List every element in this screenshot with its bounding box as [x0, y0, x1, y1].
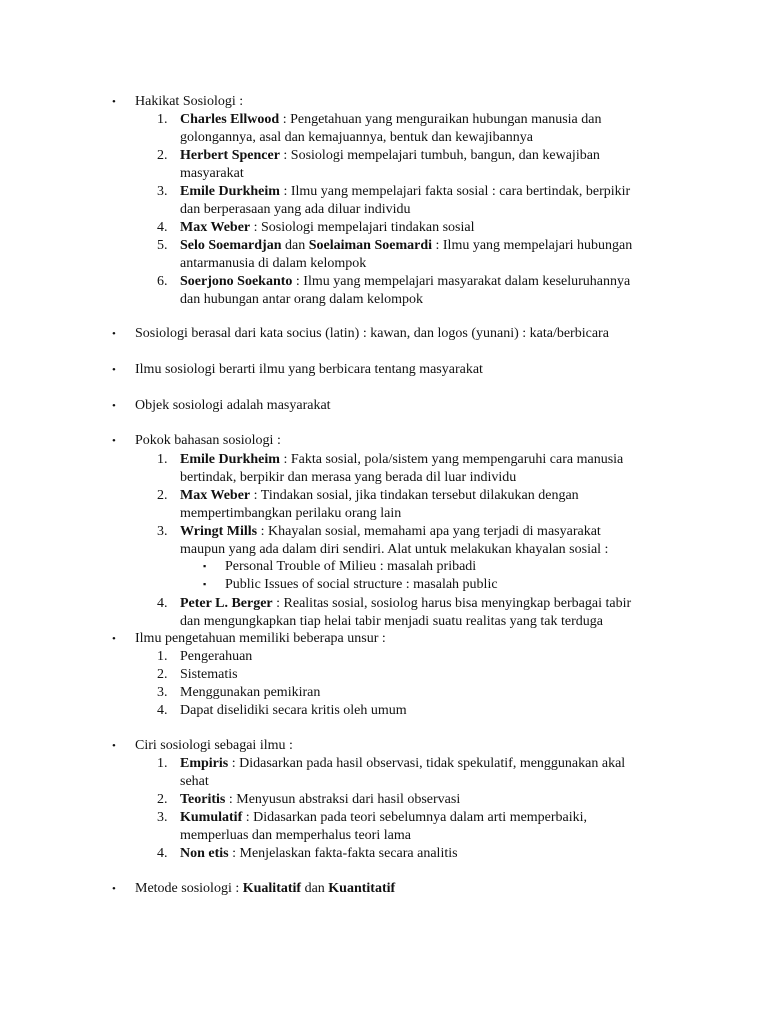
list-number: 1. [157, 452, 168, 467]
list-item [180, 524, 601, 540]
item-text: : Menyusun abstraksi dari hasil observasi [225, 792, 461, 807]
item-text: : Ilmu yang mempelajari fakta sosial : cara bertindak, berpikir [279, 184, 631, 199]
author-name: Soelaiman Soemardi [308, 238, 432, 253]
item-continuation: golongannya, asal dan kemajuannya, bentuk dan kewajibannya [180, 130, 533, 145]
list-item [180, 112, 602, 128]
author-name: Emile Durkheim [180, 184, 280, 199]
unsur-heading: Ilmu pengetahuan memiliki beberapa unsur : [135, 631, 386, 646]
bullet: • [112, 740, 116, 752]
list-item [180, 596, 631, 612]
list-item [180, 452, 623, 468]
item-text: : Pengetahuan yang menguraikan hubungan manusia dan [279, 112, 602, 127]
bullet: • [112, 883, 116, 895]
term: Empiris [180, 756, 229, 771]
list-number: 2. [157, 148, 168, 163]
author-name: Wringt Mills [180, 524, 258, 539]
author-name: Charles Ellwood [180, 112, 280, 127]
list-item: Dapat diselidiki secara kritis oleh umum [180, 703, 407, 718]
method-kuantitatif: Kuantitatif [328, 881, 396, 896]
author-name: Emile Durkheim [180, 452, 280, 467]
item-text: : Ilmu yang mempelajari masyarakat dalam keseluruhannya [292, 274, 631, 289]
author-name: Herbert Spencer [180, 148, 280, 163]
list-item [180, 274, 630, 290]
list-number: 2. [157, 488, 168, 503]
term: Teoritis [180, 792, 226, 807]
pokok-heading: Pokok bahasan sosiologi : [135, 433, 281, 448]
list-item [180, 756, 625, 772]
author-name: Soerjono Soekanto [180, 274, 293, 289]
ciri-heading: Ciri sosiologi sebagai ilmu : [135, 738, 293, 753]
list-number: 4. [157, 703, 168, 718]
term: Kumulatif [180, 810, 243, 825]
item-continuation: masyarakat [180, 166, 244, 181]
hakikat-heading: Hakikat Sosiologi : [135, 94, 244, 109]
list-number: 3. [157, 685, 168, 700]
list-number: 3. [157, 184, 168, 199]
list-item [180, 148, 600, 164]
list-item [180, 238, 632, 254]
sub-list-item: Public Issues of social structure : masalah public [225, 577, 498, 592]
square-bullet: ▪ [203, 561, 207, 571]
list-number: 4. [157, 596, 168, 611]
bullet-text-ilmu: Ilmu sosiologi berarti ilmu yang berbicara tentang masyarakat [135, 362, 483, 377]
bullet-text-socius: Sosiologi berasal dari kata socius (latin) : kawan, dan logos (yunani) : kata/berbicara [135, 326, 609, 341]
item-continuation: memperluas dan memperhalus teori lama [180, 828, 411, 843]
list-number: 4. [157, 220, 168, 235]
item-text: : Ilmu yang mempelajari hubungan [432, 238, 633, 253]
list-item: Menggunakan pemikiran [180, 685, 321, 700]
bullet-text-objek: Objek sosiologi adalah masyarakat [135, 398, 331, 413]
metode-conjunction: dan [301, 881, 329, 896]
author-name: Selo Soemardjan [180, 238, 282, 253]
list-item [180, 184, 630, 200]
term: Non etis [180, 846, 229, 861]
list-number: 4. [157, 846, 168, 861]
item-continuation: antarmanusia di dalam kelompok [180, 256, 367, 271]
bullet: • [112, 435, 116, 447]
author-name: Max Weber [180, 220, 251, 235]
item-text: : Fakta sosial, pola/sistem yang mempengaruhi cara manusia [279, 452, 624, 467]
item-text: : Tindakan sosial, jika tindakan tersebut dilakukan dengan [250, 488, 579, 503]
bullet: • [112, 328, 116, 340]
item-continuation: bertindak, berpikir dan merasa yang berada dil luar individu [180, 470, 517, 485]
bullet: • [112, 633, 116, 645]
author-name: Max Weber [180, 488, 251, 503]
list-number: 3. [157, 524, 168, 539]
list-number: 1. [157, 756, 168, 771]
item-text: : Sosiologi mempelajari tindakan sosial [250, 220, 475, 235]
metode-prefix: Metode sosiologi : [135, 881, 243, 896]
metode-line [135, 881, 395, 897]
sub-list-item: Personal Trouble of Milieu : masalah pribadi [225, 559, 477, 574]
list-number: 3. [157, 810, 168, 825]
item-continuation: dan mengungkapkan tiap helai tabir menjadi suatu realitas yang tak terduga [180, 614, 603, 629]
bullet: • [112, 96, 116, 108]
list-number: 5. [157, 238, 168, 253]
square-bullet: ▪ [203, 579, 207, 589]
method-kualitatif: Kualitatif [242, 881, 302, 896]
list-number: 6. [157, 274, 168, 289]
item-text: : Khayalan sosial, memahami apa yang terjadi di masyarakat [257, 524, 601, 539]
item-text: : Didasarkan pada hasil observasi, tidak spekulatif, menggunakan akal [228, 756, 626, 771]
list-item: Sistematis [180, 667, 238, 682]
item-continuation: sehat [180, 774, 209, 789]
item-text: : Didasarkan pada teori sebelumnya dalam arti memperbaiki, [242, 810, 588, 825]
list-item [180, 488, 579, 504]
item-continuation: mempertimbangkan perilaku orang lain [180, 506, 402, 521]
list-number: 1. [157, 112, 168, 127]
bullet: • [112, 364, 116, 376]
list-item [180, 792, 460, 808]
list-item: Pengerahuan [180, 649, 253, 664]
list-item [180, 220, 474, 236]
list-number: 2. [157, 792, 168, 807]
list-item [180, 846, 458, 862]
item-continuation: maupun yang ada dalam diri sendiri. Alat untuk melakukan khayalan sosial : [180, 542, 609, 557]
bullet: • [112, 400, 116, 412]
list-item [180, 810, 587, 826]
item-continuation: dan hubungan antar orang dalam kelompok [180, 292, 423, 307]
item-text: dan [281, 238, 309, 253]
author-name: Peter L. Berger [180, 596, 273, 611]
item-text: : Realitas sosial, sosiolog harus bisa menyingkap berbagai tabir [272, 596, 632, 611]
item-text: : Sosiologi mempelajari tumbuh, bangun, dan kewajiban [279, 148, 600, 163]
list-number: 2. [157, 667, 168, 682]
item-text: : Menjelaskan fakta-fakta secara analitis [228, 846, 458, 861]
item-continuation: dan berperasaan yang ada diluar individu [180, 202, 411, 217]
list-number: 1. [157, 649, 168, 664]
